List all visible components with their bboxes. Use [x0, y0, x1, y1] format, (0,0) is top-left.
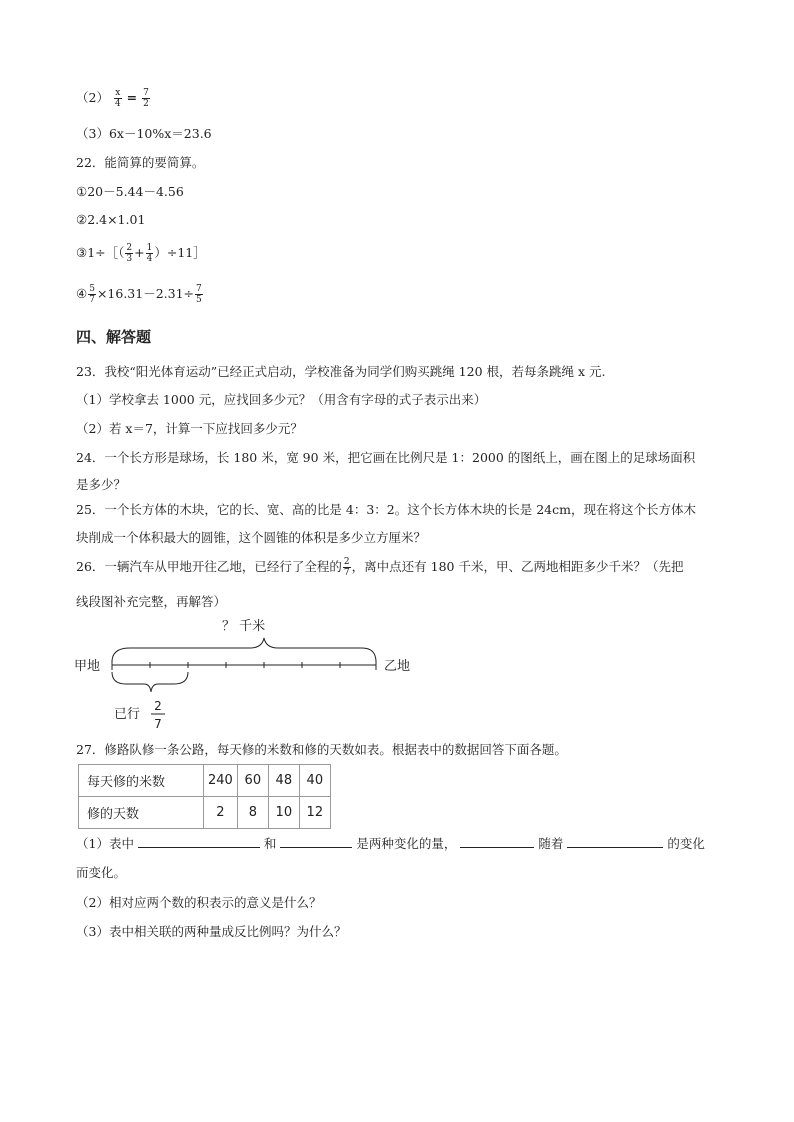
q26-line1 [76, 557, 683, 578]
equals-sign: = [126, 90, 138, 105]
fraction-denominator: 2 [143, 99, 149, 109]
data-table [78, 764, 331, 829]
q26-line2: 线段图补充完整，再解答） [76, 594, 227, 609]
diagram-top-label: ？ 千米 [222, 619, 266, 634]
fraction-numerator: 5 [89, 284, 95, 294]
bottom-brace [112, 672, 188, 692]
q27-part1 [76, 834, 705, 852]
q27-part1-text: 是两种变化的量， [356, 836, 457, 851]
table-cell: 8 [237, 797, 268, 829]
q25-line2: 块削成一个体积最大的圆锥，这个圆锥的体积是多少立方厘米？ [76, 530, 427, 545]
q22-title: 22．能简算的要简算。 [76, 155, 205, 170]
table-cell: 48 [268, 765, 299, 797]
q22-item4-middle: ×16.31－2.31÷ [96, 286, 195, 301]
fraction-numerator: 1 [146, 243, 153, 253]
table-cell: 10 [268, 797, 299, 829]
q22-item4-prefix: ④ [76, 286, 88, 301]
top-brace [112, 638, 376, 662]
fraction-numerator: 7 [196, 284, 202, 294]
fraction-1-over-4 [146, 243, 154, 264]
fraction-numerator: x [115, 88, 121, 98]
fraction-denominator: 4 [114, 99, 121, 109]
q22-item3-prefix: ③1÷［（ [76, 245, 125, 260]
q27-part1-text: 和 [263, 836, 277, 851]
fraction-denominator: 4 [146, 254, 153, 264]
q24-line1: 24．一个长方形是球场，长 180 米，宽 90 米，把它画在比例尺是 1：2000 的图纸上，画在图上的足球场面积 [76, 450, 696, 465]
table-row-header: 每天修的米数 [79, 765, 204, 797]
fraction-2-over-7 [343, 557, 351, 578]
fraction-numerator: 2 [343, 557, 350, 567]
diagram-frac-denominator: 7 [154, 717, 162, 731]
diagram-right-label: 乙地 [384, 659, 411, 674]
plus-sign: + [134, 245, 145, 260]
answer-blank-2[interactable] [280, 835, 352, 848]
fraction-5-over-7 [88, 284, 96, 305]
q21-part3: （3）6x－10%x＝23.6 [76, 126, 212, 141]
q22-item1: ①20－5.44－4.56 [76, 184, 184, 199]
q23-stem: 23．我校“阳光体育运动”已经正式启动，学校准备为同学们购买跳绳 120 根，若每条跳绳 x 元. [76, 364, 606, 379]
q27-part1-text: 随着 [538, 836, 564, 851]
table-row-header: 修的天数 [79, 797, 204, 829]
answer-blank-4[interactable] [567, 835, 663, 848]
diagram-frac-numerator: 2 [154, 699, 162, 713]
fraction-numerator: 7 [143, 88, 149, 98]
q24-line2: 是多少？ [76, 477, 127, 492]
diagram-bottom-label: 已行 [114, 707, 141, 722]
segment-diagram [70, 612, 430, 742]
q22-item2: ②2.4×1.01 [76, 212, 146, 227]
table-row [79, 797, 331, 829]
fraction-denominator: 7 [343, 568, 350, 578]
q27-part1-line2: 而变化。 [76, 865, 127, 880]
q27-part1-text: 的变化 [667, 836, 705, 851]
fraction-denominator: 5 [196, 295, 202, 305]
fraction-numerator: 2 [126, 243, 133, 253]
q23-part2: （2）若 x＝7，计算一下应找回多少元？ [76, 421, 303, 436]
q25-line1: 25．一个长方体的木块，它的长、宽、高的比是 4：3：2。这个长方体木块的长是 24cm，现在将这个长方体木 [76, 502, 696, 517]
fraction-2-over-3 [125, 243, 133, 264]
table-cell: 12 [299, 797, 330, 829]
fraction-7-over-5 [195, 284, 203, 305]
fraction-denominator: 7 [89, 295, 95, 305]
table-cell: 60 [237, 765, 268, 797]
q27-stem: 27．修路队修一条公路，每天修的米数和修的天数如表。根据表中的数据回答下面各题。 [76, 742, 567, 757]
q22-item3-suffix: ）÷11］ [154, 245, 206, 260]
table-cell: 40 [299, 765, 330, 797]
section-heading: 四、解答题 [76, 328, 152, 346]
diagram-left-label: 甲地 [74, 659, 101, 674]
fraction-7-over-2 [142, 88, 150, 109]
q26-line1-prefix: 26．一辆汽车从甲地开往乙地，已经行了全程的 [76, 559, 342, 574]
q26-line1-suffix: ，离中点还有 180 千米，甲、乙两地相距多少千米？（先把 [351, 559, 684, 574]
q27-part1-text: （1）表中 [76, 836, 134, 851]
q27-part3: （3）表中相关联的两种量成反比例吗？为什么？ [76, 924, 347, 939]
table-row [79, 765, 331, 797]
q27-part2: （2）相对应两个数的积表示的意义是什么？ [76, 895, 322, 910]
q22-item4 [76, 284, 204, 305]
table-cell: 240 [204, 765, 238, 797]
q22-item3 [76, 243, 206, 264]
fraction-x-over-4 [114, 88, 122, 109]
answer-blank-3[interactable] [460, 835, 534, 848]
q21-part2-label: （2） [76, 90, 109, 105]
q21-part2 [76, 88, 151, 109]
fraction-denominator: 3 [126, 254, 133, 264]
answer-blank-1[interactable] [138, 835, 260, 848]
q23-part1: （1）学校拿去 1000 元，应找回多少元？（用含有字母的式子表示出来） [76, 392, 487, 407]
table-cell: 2 [204, 797, 238, 829]
